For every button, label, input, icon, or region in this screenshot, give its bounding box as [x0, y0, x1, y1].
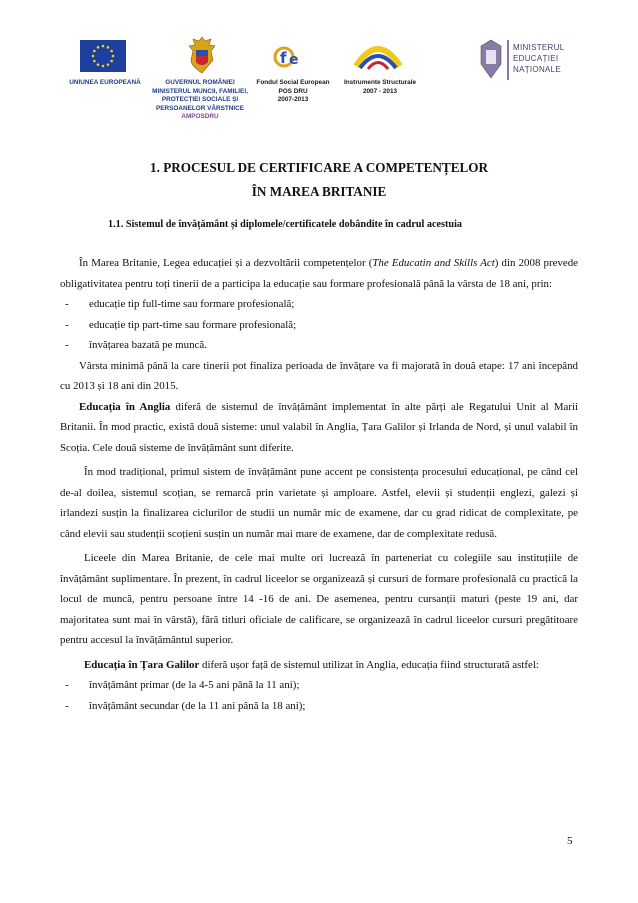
fse-logo-icon [272, 42, 308, 72]
eu-star-icon [97, 46, 100, 49]
eu-star-icon [110, 50, 113, 53]
title-line-2: ÎN MAREA BRITANIE [251, 184, 387, 199]
paragraph-1: În Marea Britanie, Legea educației și a dezvoltării competențelor (The Educatin and Skills Act) din 2008 prevede obligativitatea pentru toți tinerii de a participa la educație sau formare profesională până la vârsta de 18 ani, prin: [60, 257, 578, 290]
romania-coat-of-arms-icon [187, 36, 217, 74]
eu-flag-icon [80, 40, 126, 72]
paragraph-5: Liceele din Marea Britanie, de cele mai multe ori lucrează în parteneriat cu colegiile sau instituțiile de învățământ suplimentare. În prezent, în cadrul liceelor se organizează și cursuri de formare profesională cu practică la locul de muncă, pentru persoane între 14 -16 de ani. De asemenea, pentru cursanții maturi (peste 19 ani, dar majoritatea sunt mai în vârstă), fără titluri oficiale de calificare, se organizează în cadrul liceelor cursuri pregătitoare pentru accesul la învățământul superior. [60, 552, 578, 646]
list-item: - învățarea bazată pe muncă. [65, 339, 207, 351]
eu-star-icon [110, 60, 113, 63]
header-logos [0, 32, 638, 142]
ministry-text: MINISTERUL EDUCAȚIEI NAȚIONALE [513, 43, 565, 74]
list-item: - învățământ secundar (de la 11 ani până la 18 ani); [65, 699, 306, 712]
eu-star-icon [107, 63, 110, 66]
title-line-1: 1. PROCESUL DE CERTIFICARE A COMPETENȚELOR [150, 160, 489, 175]
list-item: - învățământ primar (de la 4-5 ani până la 11 ani); [65, 679, 300, 691]
ministerul-educatiei-logo-icon [477, 38, 577, 84]
divider [507, 40, 509, 80]
eu-star-icon [107, 46, 110, 49]
svg-text:f: f [280, 49, 287, 67]
eu-star-icon [102, 65, 105, 68]
document-body [60, 253, 578, 716]
list-item: - educație tip full-time sau formare profesională; [65, 298, 295, 310]
section-subtitle: 1.1. Sistemul de învățământ și diplomele/certificatele dobândite în cadrul acestuia [108, 219, 462, 230]
instrumente-caption: Instrumente Structurale 2007 - 2013 [343, 79, 417, 95]
page-number: 5 [567, 835, 573, 847]
eu-star-icon [93, 50, 96, 53]
eu-star-icon [102, 45, 105, 48]
svg-text:e: e [289, 52, 299, 68]
paragraph-4: În mod tradițional, primul sistem de învățământ pune accent pe consistența procesului educațional, pe când cel de-al doilea, sistemul scoțian, se remarcă prin varietate și amploare. Astfel, elevii și studenții englezi, galezi și irlandezi susțin la finalizarea ciclurilor de studii un număr mic de examene, dar cu grad ridicat de complexitate, pe când elevii sau studenții scoțieni susțin un număr mai mare de examene, dar de complexitate redusă. [60, 466, 578, 540]
eu-star-icon [92, 55, 95, 58]
paragraph-6: Educația în Țara Galilor diferă ușor față de sistemul utilizat în Anglia, educația fiind structurată astfel: [84, 658, 539, 671]
eu-star-icon [112, 55, 115, 58]
fse-caption: Fondul Social European POS DRU 2007-2013 [256, 79, 330, 104]
eu-star-icon [97, 63, 100, 66]
instrumente-structurale-logo-icon [350, 38, 406, 74]
eu-star-icon [93, 60, 96, 63]
government-caption: GUVERNUL ROMÂNIEI MINISTERUL MUNCII, FAMILIEI, PROTECȚIEI SOCIALE ȘI PERSOANELOR VÂRSTNICE AMPOSDRU [152, 79, 248, 121]
eu-caption: UNIUNEA EUROPEANĂ [69, 79, 141, 86]
paragraph-2: Vârsta minimă până la care tinerii pot finaliza perioada de învățare va fi majorată în două etape: 17 ani începând cu 2013 și 18 ani din 2015. [60, 359, 578, 392]
paragraph-3: Educația în Anglia diferă de sistemul de învățământ implementat în alte părți ale Regatului Unit al Marii Britanii. În mod practic, există două sisteme: unul valabil în Anglia, Țara Galilor și Irlanda de Nord, și unul valabil în Scoția. Cele două sisteme de învățământ sunt diferite. [60, 400, 579, 454]
list-item: - educație tip part-time sau formare profesională; [65, 318, 297, 331]
